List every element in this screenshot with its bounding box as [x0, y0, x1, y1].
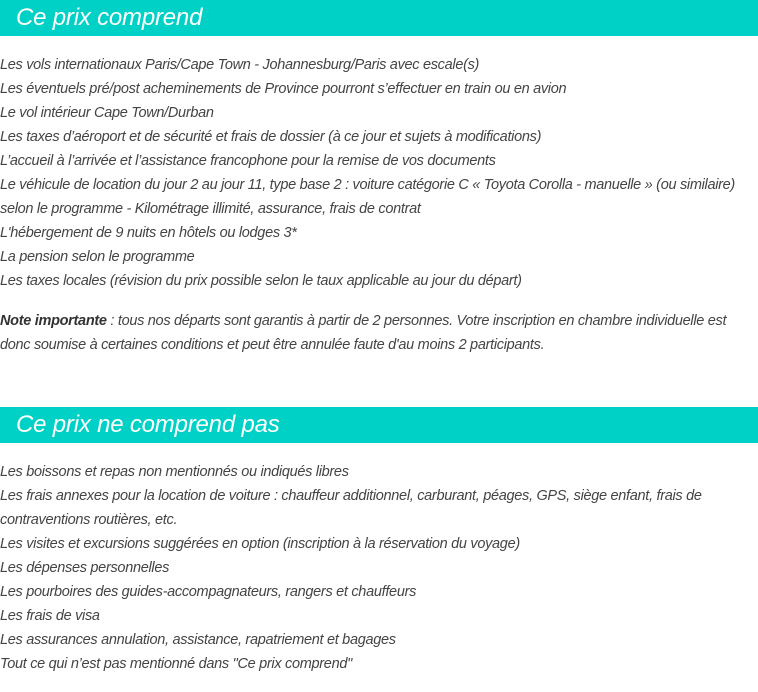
excluded-item: Les frais annexes pour la location de voiture : chauffeur additionnel, carburant, péages, GPS, siège enfant, frais de contraventions routières, etc. — [0, 488, 702, 528]
excluded-section — [0, 407, 758, 676]
included-header — [0, 0, 758, 36]
included-title: Ce prix comprend — [16, 4, 203, 31]
excluded-title: Ce prix ne comprend pas — [16, 411, 280, 438]
important-note-text: : tous nos départs sont garantis à partir de 2 personnes. Votre inscription en chambre individuelle est donc soumise à certaines conditions et peut être annulée faute d'au moins 2 participants. — [0, 313, 727, 353]
excluded-list — [0, 460, 758, 676]
included-item: Les vols internationaux Paris/Cape Town - Johannesburg/Paris avec escale(s) — [0, 57, 480, 73]
excluded-item: Les boissons et repas non mentionnés ou indiqués libres — [0, 464, 349, 480]
excluded-item: Les pourboires des guides-accompagnateurs, rangers et chauffeurs — [0, 584, 417, 600]
included-item: Les éventuels pré/post acheminements de Province pourront s’effectuer en train ou en avion — [0, 81, 567, 97]
included-item: L’accueil à l’arrivée et l’assistance francophone pour la remise de vos documents — [0, 153, 496, 169]
important-note — [0, 309, 758, 357]
included-item: L'hébergement de 9 nuits en hôtels ou lodges 3* — [0, 225, 297, 241]
excluded-item: Les visites et excursions suggérées en option (inscription à la réservation du voyage) — [0, 536, 520, 552]
included-item: Les taxes d’aéroport et de sécurité et frais de dossier (à ce jour et sujets à modifications) — [0, 129, 542, 145]
included-list — [0, 53, 758, 293]
excluded-item: Les frais de visa — [0, 608, 100, 624]
excluded-header — [0, 407, 758, 443]
excluded-item: Tout ce qui n’est pas mentionné dans "Ce prix comprend" — [0, 656, 352, 672]
included-item: Le véhicule de location du jour 2 au jour 11, type base 2 : voiture catégorie C « Toyota Corolla - manuelle » (ou similaire) selon le programme - Kilométrage illimité, assurance, frais de contrat — [0, 177, 735, 217]
included-item: Le vol intérieur Cape Town/Durban — [0, 105, 214, 121]
excluded-item: Les dépenses personnelles — [0, 560, 170, 576]
excluded-item: Les assurances annulation, assistance, rapatriement et bagages — [0, 632, 396, 648]
included-item: Les taxes locales (révision du prix possible selon le taux applicable au jour du départ) — [0, 273, 522, 289]
important-note-label: Note importante — [0, 313, 107, 329]
included-item: La pension selon le programme — [0, 249, 195, 265]
